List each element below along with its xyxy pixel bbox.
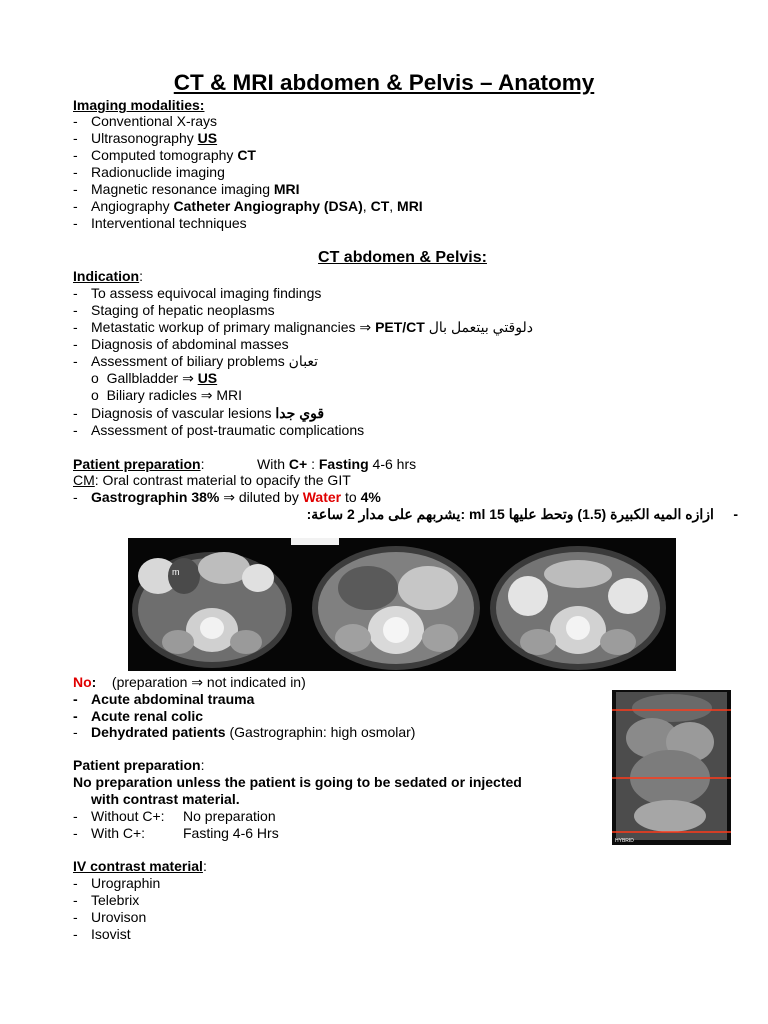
indication-heading: Indication: <box>73 268 144 284</box>
iv-contrast-heading: IV contrast material: <box>73 858 207 874</box>
list-item: Ultrasonography US <box>91 130 218 146</box>
list-item: Acute abdominal trauma <box>91 691 255 707</box>
sub-list-item: o Biliary radicles ⇒ MRI <box>91 387 242 403</box>
mri-svg <box>612 690 731 845</box>
imaging-modalities-heading: Imaging modalities: <box>73 97 205 113</box>
ct-slice-1 <box>132 552 292 668</box>
no-heading-line: No: (preparation ⇒ not indicated in) <box>73 674 306 690</box>
list-item: Dehydrated patients (Gastrographin: high osmolar) <box>91 724 416 740</box>
list-item: Conventional X-rays <box>91 113 218 129</box>
ct-section-heading: CT abdomen & Pelvis: <box>318 249 487 266</box>
with-contrast-value: Fasting 4-6 Hrs <box>183 825 279 841</box>
with-contrast-line: With C+: <box>91 825 146 841</box>
gastrographin-line: Gastrographin 38% ⇒ diluted by Water to 4% <box>91 489 381 505</box>
list-item: Urographin <box>91 875 161 891</box>
sub-list-item: o Gallbladder ⇒ US <box>91 370 218 386</box>
ct-slice-3 <box>490 546 666 670</box>
mri-prep-line-1: No preparation unless the patient is going to be sedated or injected <box>73 774 522 790</box>
list-item: Staging of hepatic neoplasms <box>91 302 275 318</box>
mri-prep-heading: Patient preparation: <box>73 757 205 773</box>
patient-prep-line: Patient preparation: With C+ : Fasting 4-6 hrs <box>73 456 417 472</box>
list-item: Assessment of post-traumatic complications <box>91 422 365 438</box>
arabic-instruction-line: ازازه الميه الكبيرة (1.5) وتحط عليها ml 15 :يشربهم على مدار 2 ساعة: - <box>306 506 738 522</box>
page-title: CT & MRI abdomen & Pelvis – Anatomy <box>173 70 595 95</box>
ct-slice-2 <box>312 546 480 670</box>
without-contrast-line: Without C+: <box>91 808 165 824</box>
list-item: To assess equivocal imaging findings <box>91 285 322 301</box>
list-item: Diagnosis of vascular lesions قوي جدا <box>91 405 325 421</box>
list-item: Assessment of biliary problems تعبان <box>91 353 319 369</box>
list-item: Urovison <box>91 909 147 925</box>
ct-scan-svg <box>128 538 676 671</box>
mri-prep-line-2: with contrast material. <box>91 791 240 807</box>
ct-scan-images <box>128 538 676 671</box>
list-item: Isovist <box>91 926 131 942</box>
document-page: CT & MRI abdomen & Pelvis – Anatomy Imaging modalities: - Conventional X-rays - Ultrasonography US - Computed tomography CT - Radionuclide imaging - Magnetic resonance imaging MRI - Angiography Catheter Angiography (DSA), CT, MRI - Interventional techniques CT abdomen & Pelvis: Indication: - To assess equivocal imaging findings - Staging of hepatic neoplasms - Metastatic workup of primary malignancies ⇒ PET/CT دلوقتي بيتعمل بال - Diagnosis of abdominal masses - Assessment of biliary problems تعبان o Gallbladder ⇒ US o Biliary radicles ⇒ MRI - Diagnosis of vascular lesions قوي جدا - Assessment of post-traumatic complications Patient preparation: With C+ : Fasting 4-6 hrs CM: Oral contrast material to opacify the GIT - Gastrographin 38% ⇒ diluted by Water to 4% ازازه الميه الكبيرة (1.5) وتحط عليها ml 15 :يشربهم على مدار 2 ساعة: - m No: (preparation ⇒ not indicated in) - Acute abdominal trauma - Acute renal colic - Dehydrated patients (Gastrographin: high osmolar) HYBRID Patient preparation: No preparation unless the patient is going to be sedated or injected with contrast material. - Without C+: No preparation - With C+: Fasting 4-6 Hrs IV contrast material: - Urographin - Telebrix - Urovison - Isovist <box>0 0 768 1024</box>
list-item: Telebrix <box>91 892 140 908</box>
cm-line: CM: Oral contrast material to opacify the GIT <box>73 472 351 488</box>
mri-caption: HYBRID <box>615 838 634 844</box>
list-item: Interventional techniques <box>91 215 247 231</box>
list-item: Metastatic workup of primary malignancies ⇒ PET/CT دلوقتي بيتعمل بال <box>91 319 533 335</box>
list-item: Angiography Catheter Angiography (DSA), CT, MRI <box>91 198 423 214</box>
list-item: Computed tomography CT <box>91 147 256 163</box>
list-item: Magnetic resonance imaging MRI <box>91 181 300 197</box>
without-contrast-value: No preparation <box>183 808 276 824</box>
ct-label-m: m <box>172 567 180 577</box>
list-item: Diagnosis of abdominal masses <box>91 336 289 352</box>
mri-localizer-image <box>612 690 731 845</box>
list-item: Radionuclide imaging <box>91 164 225 180</box>
list-item: Acute renal colic <box>91 708 204 724</box>
